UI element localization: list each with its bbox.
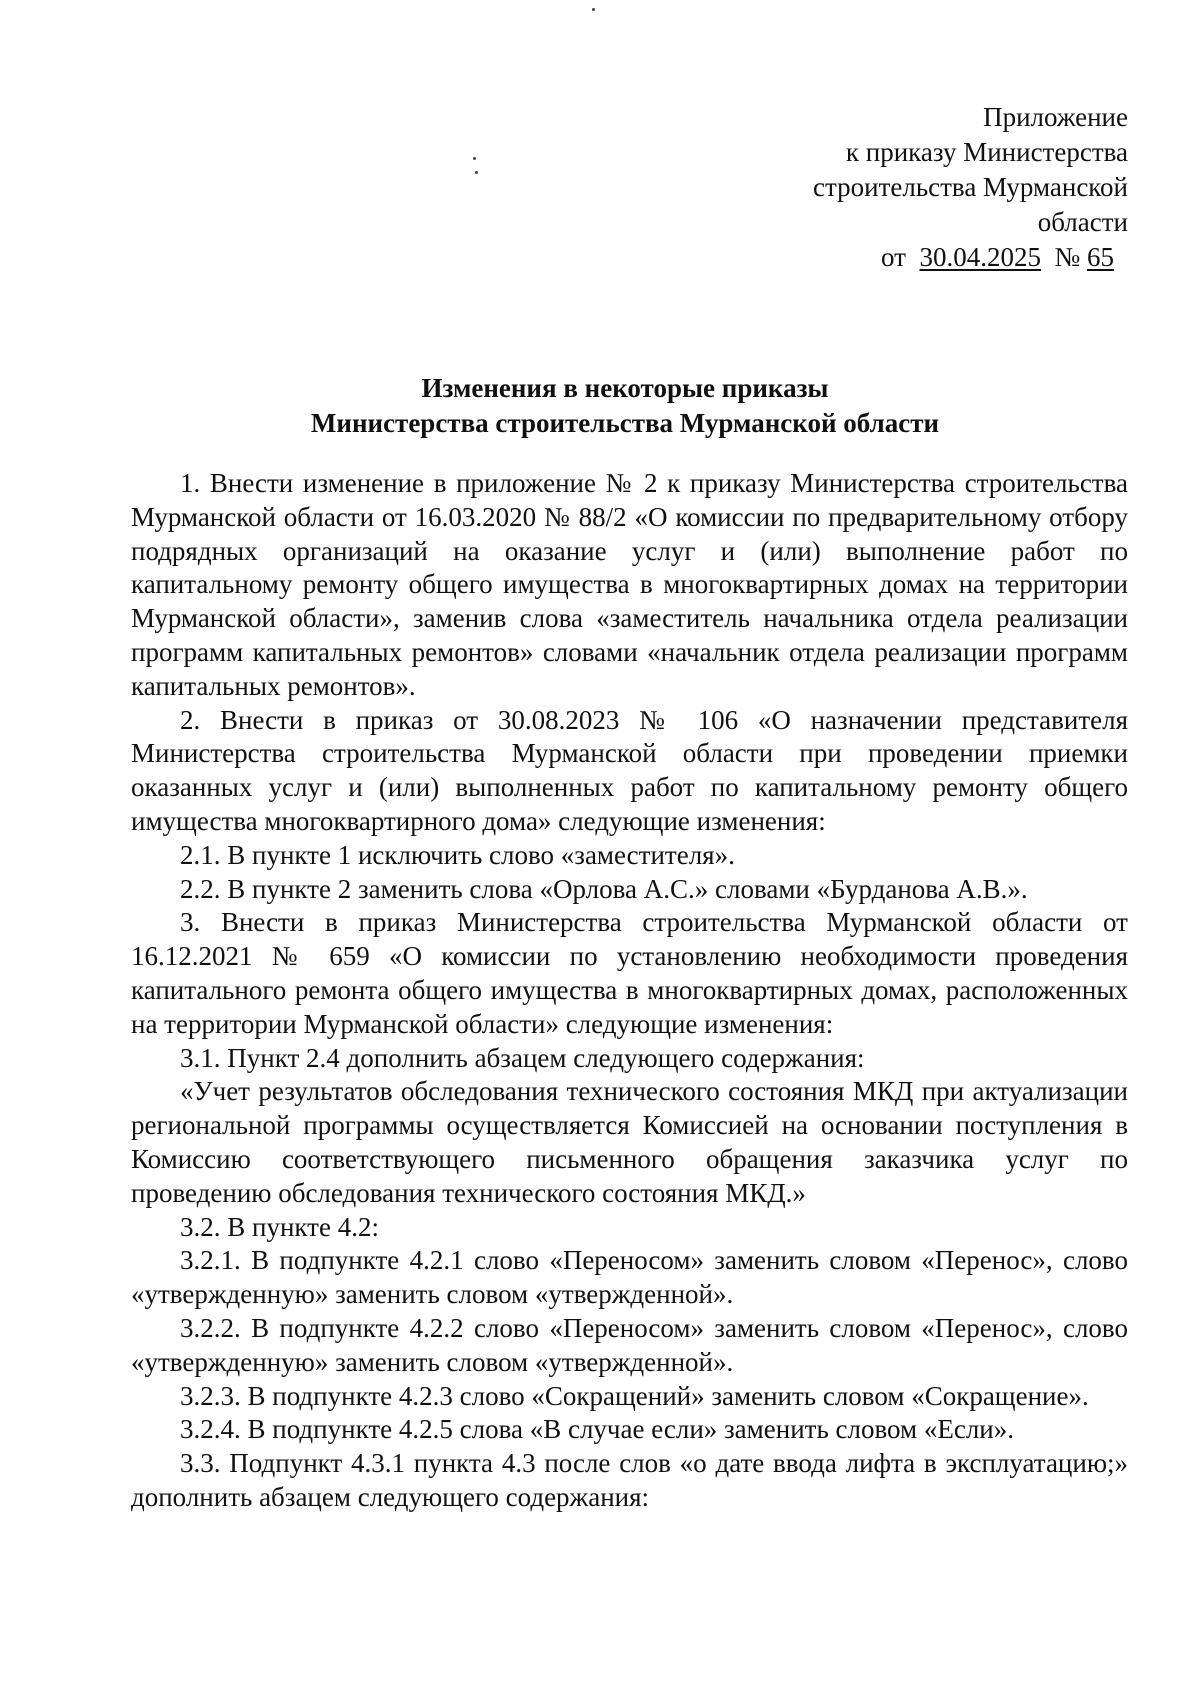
scan-speck	[473, 157, 476, 160]
attachment-line-2: к приказу Министерства	[845, 137, 1128, 167]
order-date: 30.04.2025	[919, 242, 1041, 272]
order-number: 65	[1087, 242, 1114, 272]
paragraph-1: 1. Внести изменение в приложение № 2 к приказу Министерства строительства Мурманской области от 16.03.2020 № 88/2 «О комиссии по предварительному отбору подрядных организаций на оказание услуг и (или) выполнение работ по капитальному ремонту общего имущества в многоквартирных домах на территории Мурманской области», заменив слова «заместитель начальника отдела реализации программ капитальных ремонтов» словами «начальник отдела реализации программ капитальных ремонтов».	[131, 468, 1128, 701]
paragraph-3-1: 3.1. Пункт 2.4 дополнить абзацем следующего содержания:	[180, 1042, 865, 1073]
number-sign: №	[1054, 242, 1081, 272]
document-body	[131, 467, 1128, 1515]
scan-speck	[475, 171, 478, 174]
paragraph-3-2-1: 3.2.1. В подпункте 4.2.1 слово «Переносом» заменить словом «Перенос», слово «утвержденную» заменить словом «утвержденной».	[131, 1245, 1128, 1310]
paragraph-2-1: 2.1. В пункте 1 исключить слово «заместителя».	[180, 839, 735, 870]
date-prefix: от	[881, 242, 906, 272]
paragraph-3-2-2: 3.2.2. В подпункте 4.2.2 слово «Переносом» заменить словом «Перенос», слово «утвержденную» заменить словом «утвержденной».	[131, 1312, 1128, 1377]
paragraph-2-2: 2.2. В пункте 2 заменить слова «Орлова А.С.» словами «Бурданова А.В.».	[180, 873, 1028, 904]
scan-speck	[592, 8, 595, 11]
attachment-line-4: области	[1037, 207, 1128, 237]
paragraph-3-2-3: 3.2.3. В подпункте 4.2.3 слово «Сокращений» заменить словом «Сокращение».	[180, 1380, 1089, 1411]
paragraph-3: 3. Внести в приказ Министерства строительства Мурманской области от 16.12.2021 № 659 «О комиссии по установлению необходимости проведения капитального ремонта общего имущества в многоквартирных домах, расположенных на территории Мурманской области» следующие изменения:	[131, 907, 1128, 1039]
attachment-line-3: строительства Мурманской	[813, 172, 1128, 202]
document-title	[120, 371, 1130, 441]
paragraph-3-2: 3.2. В пункте 4.2:	[180, 1211, 379, 1242]
paragraph-3-2-4: 3.2.4. В подпункте 4.2.5 слова «В случае если» заменить словом «Если».	[180, 1414, 1014, 1445]
title-line-1: Изменения в некоторые приказы	[421, 373, 829, 403]
paragraph-3-3: 3.3. Подпункт 4.3.1 пункта 4.3 после слов «о дате ввода лифта в эксплуатацию;» дополнить абзацем следующего содержания:	[131, 1448, 1128, 1512]
title-line-2: Министерства строительства Мурманской области	[310, 408, 940, 438]
attachment-date-line	[668, 240, 1128, 275]
attachment-header	[668, 100, 1128, 275]
paragraph-quote: «Учет результатов обследования технического состояния МКД при актуализации региональной программы осуществляется Комиссией на основании поступления в Комиссию соответствующего письменного обращения заказчика услуг по проведению обследования технического состояния МКД.»	[131, 1076, 1128, 1208]
attachment-line-1: Приложение	[983, 102, 1128, 132]
paragraph-2: 2. Внести в приказ от 30.08.2023 № 106 «О назначении представителя Министерства строительства Мурманской области при проведении приемки оказанных услуг и (или) выполненных работ по капитальному ремонту общего имущества многоквартирного дома» следующие изменения:	[131, 704, 1128, 836]
